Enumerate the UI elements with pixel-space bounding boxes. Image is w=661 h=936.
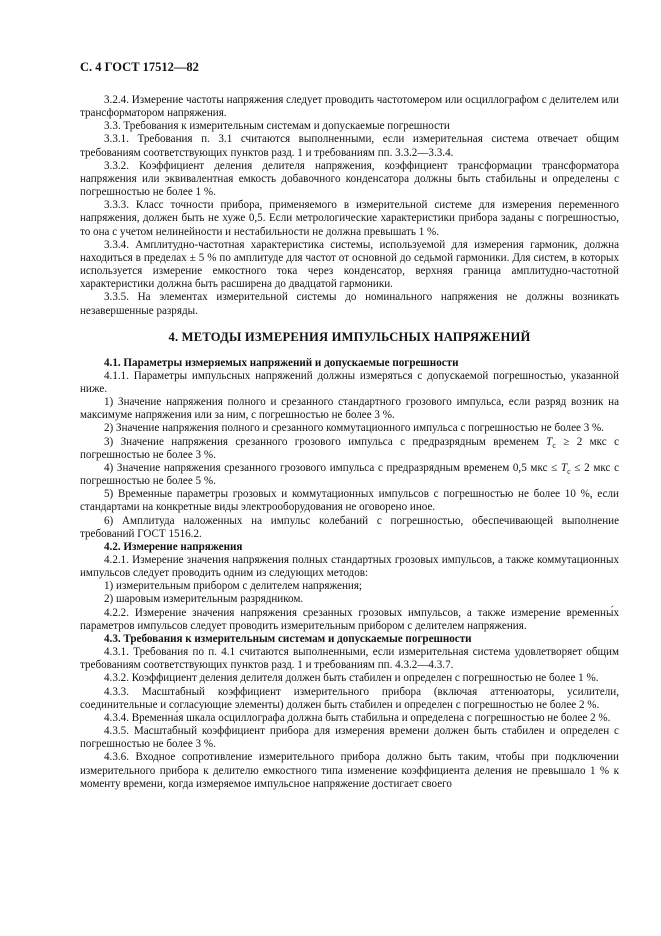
tc-subscript: c	[552, 440, 556, 450]
paragraph-4-3-1: 4.3.1. Требования по п. 4.1 считаются выполненными, если измерительная система удовлетворяет общим требованиям соответствующих пунктов разд. 1 и требованиям пп. 4.3.2—4.3.7.	[80, 646, 619, 672]
list-item-4	[80, 462, 619, 488]
paragraph-3-3: 3.3. Требования к измерительным системам и допускаемые погрешности	[104, 120, 450, 133]
section-title: 4. МЕТОДЫ ИЗМЕРЕНИЯ ИМПУЛЬСНЫХ НАПРЯЖЕНИЙ	[168, 329, 531, 344]
paragraph-4-3-6: 4.3.6. Входное сопротивление измерительного прибора должно быть таким, чтобы при подключении измерительного прибора к делителю емкостного типа изменение коэффициента деления не превышало 1 % к моменту времени, когда измеряемое импульсное напряжение достигает своего	[80, 751, 619, 790]
list-item-6: 6) Амплитуда наложенных на импульс колебаний с погрешностью, обеспечивающей выполнение требований ГОСТ 1516.2.	[80, 514, 619, 540]
tc-symbol: T	[546, 435, 553, 448]
paragraph-4-3-2: 4.3.2. Коэффициент деления делителя должен быть стабилен и определен с погрешностью не более 1 %.	[104, 672, 599, 685]
list-item-5: 5) Временные параметры грозовых и коммутационных импульсов с погрешностью не более 10 %, если стандартами на конкретные виды электрооборудования не оговорено иное.	[80, 488, 619, 514]
paragraph-3-3-5: 3.3.5. На элементах измерительной системы до номинального напряжения не должны возникать незавершенные разряды.	[80, 291, 619, 317]
list-item-4-text: 4) Значение напряжения срезанного грозового импульса с предразрядным временем 0,5 мкс ≤	[104, 461, 558, 474]
paragraph-4-3-5: 4.3.5. Масштабный коэффициент прибора для измерения времени должен быть стабилен и определен с погрешностью не более 3 %.	[80, 725, 619, 751]
heading-4-2: 4.2. Измерение напряжения	[104, 540, 243, 553]
method-item-1: 1) измерительным прибором с делителем напряжения;	[104, 580, 363, 593]
heading-4-1: 4.1. Параметры измеряемых напряжений и допускаемые погрешности	[104, 356, 459, 369]
paragraph-4-2-2: 4.2.2. Измерение значения напряжения срезанных грозовых импульсов, а также измерение временны́х параметров импульсов следует проводить измерительным прибором с делителем напряжения.	[80, 606, 619, 632]
paragraph-3-3-3: 3.3.3. Класс точности прибора, применяемого в измерительной системе для измерения переменного напряжения, должен быть не хуже 0,5. Если метрологические характеристики прибора заданы с погрешностью, то она с учетом нелинейности и нестабильности не должна превышать 1 %.	[80, 199, 619, 238]
method-item-2: 2) шаровым измерительным разрядником.	[104, 593, 304, 606]
paragraph-3-3-4: 3.3.4. Амплитудно-частотная характеристика системы, используемой для измерения гармоник, должна находиться в пределах ± 5 % по амплитуде для частот от основной до седьмой гармоники. Для систем, в которых используется измерение емкостного тока через конденсатор, верхняя граница амплитудно-частотной характеристики должна быть расширена до двадцатой гармоники.	[80, 238, 619, 291]
tc-symbol: T	[560, 461, 568, 474]
page-header: С. 4 ГОСТ 17512—82	[80, 60, 199, 74]
paragraph-4-1-1: 4.1.1. Параметры импульсных напряжений должны измеряться с допускаемой погрешностью, указанной ниже.	[80, 369, 619, 395]
paragraph-3-2-4: 3.2.4. Измерение частоты напряжения следует проводить частотомером или осциллографом с делителем или трансформатором напряжения.	[80, 94, 619, 120]
list-item-3-text: 3) Значение напряжения срезанного грозового импульса с предразрядным временем	[104, 435, 539, 448]
paragraph-4-3-4: 4.3.4. Временна́я шкала осциллографа должна быть стабильна и определена с погрешностью не более 2 %.	[104, 711, 611, 724]
paragraph-4-2-1: 4.2.1. Измерение значения напряжения полных стандартных грозовых импульсов, а также коммутационных импульсов следует проводить одним из следующих методов:	[80, 554, 619, 580]
paragraph-3-3-2: 3.3.2. Коэффициент деления делителя напряжения, коэффициент трансформации трансформатора напряжения или эквивалентная емкость добавочного конденсатора должны быть стабильны и определены с погрешностью не более 1 %.	[80, 159, 619, 199]
list-item-3-tail: ≥ 2 мкс с погрешностью не более 3 %.	[80, 435, 619, 461]
list-item-2: 2) Значение напряжения полного и срезанного коммутационного импульса с погрешностью не более 3 %.	[104, 422, 605, 435]
paragraph-3-3-1: 3.3.1. Требования п. 3.1 считаются выполненными, если измерительная система отвечает общим требованиям соответствующих пунктов разд. 1 и требованиям пп. 3.3.2—3.3.4.	[80, 133, 619, 159]
list-item-4-tail: ≤ 2 мкс с погрешностью не более 5 %.	[80, 461, 620, 488]
tc-subscript: c	[567, 467, 571, 477]
heading-4-3: 4.3. Требования к измерительным системам и допускаемые погрешности	[104, 632, 472, 645]
list-item-3	[80, 436, 619, 462]
list-item-1: 1) Значение напряжения полного и срезанного стандартного грозового импульса, если разряд возник на максимуме напряжения или за ним, с погрешностью не более 3 %.	[80, 396, 619, 422]
paragraph-4-3-3: 4.3.3. Масштабный коэффициент измерительного прибора (включая аттенюаторы, усилители, соединительные и согласующие элементы) должен быть стабилен и определен с погрешностью не более 2 %.	[80, 685, 619, 711]
